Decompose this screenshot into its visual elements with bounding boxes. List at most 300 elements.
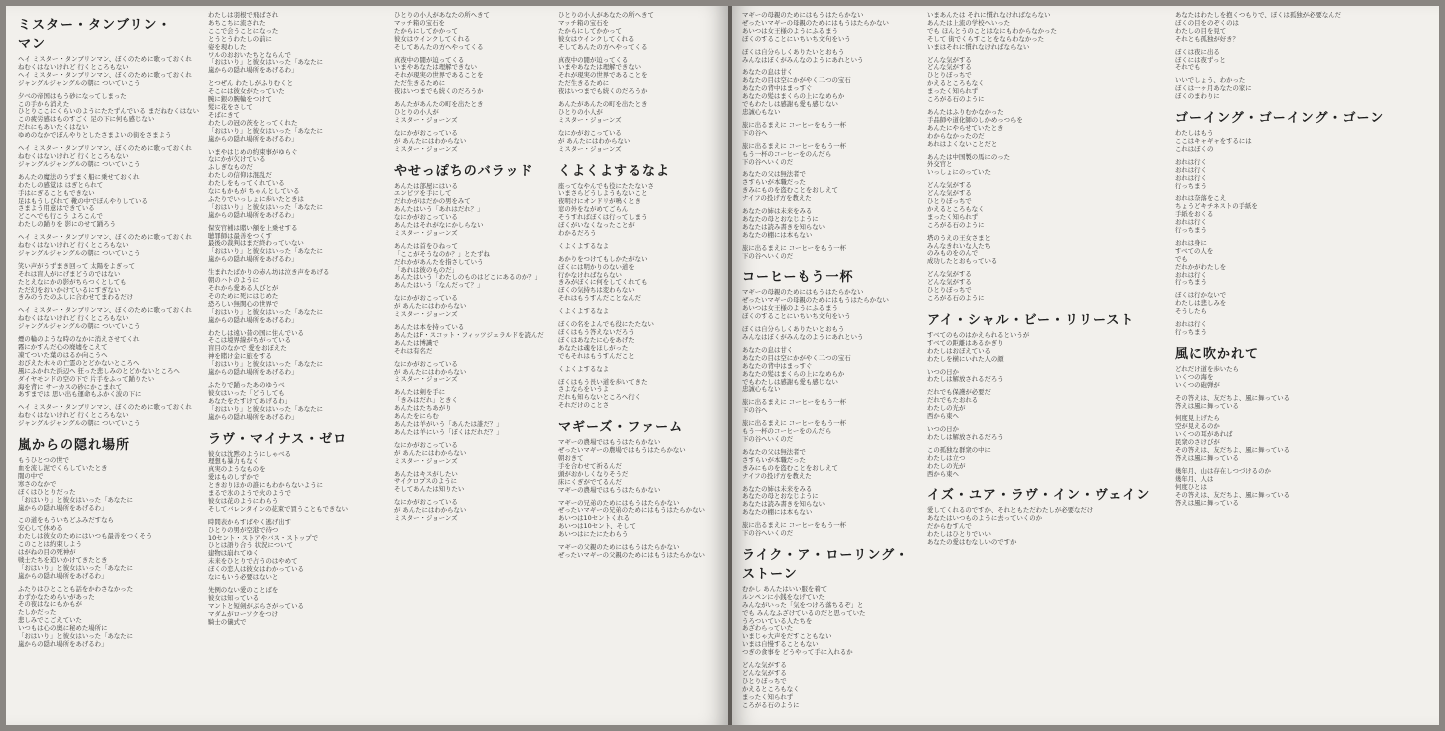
song-title: アイ・シャル・ビー・リリースト [927,312,1135,328]
lyric-line: が あんたにはわからない [394,136,467,145]
lyric-line: ぼくの恋人は彼女はわかっている [208,565,304,574]
lyric-line: 下の谷へいくのだ [742,529,794,538]
lyric-line: 彼女はいった「どうしても [208,388,285,397]
lyric-line: 行っちまう [1175,328,1207,336]
lyric-line: ねむくはないけれど 行くところもない [18,314,129,323]
lyric-line: あかりをつけてもしかたがない [558,254,648,263]
lyric-line: あなたはいつものように去っていくのか [927,514,1043,523]
song-title: イズ・ユア・ラヴ・イン・ヴェイン [927,488,1151,504]
lyric-line: 愛してくれるのですか、それともただわたしが必要なだけ [927,506,1094,515]
lyric-line: あいつはにたにたわらう [558,530,629,539]
lyric-line: 西から東へ [927,469,959,478]
lyric-line: 夜明けにオンドリが鳴くとき [558,197,642,206]
lyric-line: さよならをいうよ [558,385,610,394]
column-7 [1175,12,1425,718]
lyric-line: もうひとつの世で [18,456,69,465]
lyric-line: さすらいが本職だった [742,455,806,464]
lyric-line: いまじゃ大声をだすこともない [742,632,832,641]
lyric-line: 彼女はウインクしてくれる [558,34,635,43]
lyric-line: 嵐からの隠れ場所をあげるわ」 [208,315,298,324]
lyrics-block [558,183,720,411]
column-6 [927,12,1167,718]
lyric-line: 神を賭け金に旅をする [208,352,272,361]
lyric-line: あなたの髪はまくらの上になめらか [742,92,845,101]
lyric-line: 彼女は沈黙のようにしゃべる [208,449,292,458]
lyric-line: いつの日か [927,424,959,433]
lyric-line: 海を背に サーカスの砂にかこまれて [18,382,123,391]
lyric-line: 幾年月、山は存在しつづけるのか [1175,466,1271,475]
lyric-line: ヘイ ミスター・タンブリンマン、ぼくのために歌っておくれ [18,403,192,412]
lyric-line: いまあんたは それに慣れなければならない [927,11,1051,19]
lyric-line: 戦士たちを追いかけてきたとき [18,555,108,564]
lyric-line: そのために死にはじめた [208,291,279,300]
lyric-line: 「おはいり」と彼女はいった「あなたに [208,202,324,211]
lyric-line: なにかがおこっている [558,128,622,137]
lyric-line: それが現実の世界であることを [558,71,648,80]
lyric-line: それとも孤独が好き？ [1175,34,1239,43]
lyric-line: おれは行く [1175,270,1207,279]
lyric-line: あんたはいう「わたしのものはどこにあるのか？」 [394,273,541,282]
lyric-line: おびえた木々の亡霊のとどかないところへ [18,358,140,367]
lyric-line: あなたの髪はまくらの上になめらか [742,369,845,378]
lyric-line: 「きみはだれ」ときく [394,396,458,405]
lyric-line: が あんたにはわからない [558,136,631,145]
lyric-line: でもわたしは感謝も愛も感じない [742,377,838,386]
lyric-line: ぼくの気持ちは変わらない [558,286,635,295]
lyric-line: どんな気がする [742,669,787,677]
lyric-line: 彼女は花のようにわらう [208,496,279,505]
lyric-line: あなたの父は無法者で [742,447,806,456]
lyric-line: その答えは、友だちよ、風に舞っている [1175,446,1291,455]
lyric-line: 行っちまう [1175,278,1207,287]
lyric-line: 民衆のさけびが [1175,438,1220,447]
lyric-line: あんたはそれがなにかしらない [394,221,484,230]
lyric-line: すべての距離はあるかぎり [927,338,1004,347]
lyric-line: ぼくはもう答えないだろう [558,328,635,336]
lyric-line: わたしは遠い昔の国に住んでいる [208,328,304,337]
lyric-line: 未来をひとりで占うのはやめて [208,557,298,566]
lyric-line: ぜったいマギーの母親のためにはもうはたらかない [742,296,889,305]
lyric-line: が あんたにはわからない [394,448,467,457]
lyric-line: 手紙をおくる [1175,210,1214,219]
lyric-booklet-spread [6,6,1439,725]
lyric-line: いっしょにのっていた [927,168,991,177]
lyric-line: わたしはひとりでいい [927,530,991,539]
lyric-line: おれは行く [1175,165,1207,174]
lyric-line: 床にくぎがでてるんだ [558,477,622,486]
lyric-line: ひとりぼっちで [927,286,972,295]
lyric-line: それはもうすんだことなんだ [558,294,642,303]
lyric-line: 下の谷へ [742,406,768,415]
lyric-line: 旅に出るまえに コーヒーをもう一杯 [742,521,847,530]
lyric-line: ちょうどキチネストの手紙を [1175,202,1258,211]
lyric-line: 理想も暴力もなく [208,457,260,466]
lyric-line: おれは行く [1175,218,1207,227]
lyric-line: あなたの息は甘く [742,68,794,77]
lyric-line: ただ幻をおいかけているにすぎない [18,285,121,294]
lyric-line: いまはそれに慣れなければならない [927,42,1030,51]
lyric-line: ひとりの男が空港で待つ [208,525,279,534]
lyric-line: そしてあんたの方へやってくる [394,42,484,51]
lyric-line: あなたをたすけてあげるわ」 [208,396,292,405]
lyric-line: ふたりでいっしょに歩いたときは [208,194,304,203]
lyric-line: むかし あんたはいい服を着て [742,584,828,593]
lyric-line: おれは身に [1175,238,1207,247]
lyric-line: ただ生きるために [394,79,446,88]
song-title: 嵐からの隠れ場所 [18,438,131,454]
column-2 [208,12,366,718]
lyric-line: あなたはわたしを抱くつもりで、ぼくは孤独が必要なんだ [1175,11,1342,19]
lyric-line: 嵐からの隠れ場所をあげるわ」 [18,503,108,512]
lyric-line: あんたはキスがしたい [394,469,458,478]
lyric-line: 成功したとおもっている [927,257,998,266]
lyric-line: ころがる石のように [927,294,985,302]
lyric-line: 凍てついた葉のはるか向こうへ [18,350,108,359]
lyric-line: 「おはいり」と彼女はいった「あなたに [208,247,324,256]
lyric-line: すべての人を [1175,246,1214,255]
song-title: ミスター・タンブリン・マン [18,18,172,52]
song-title: ラヴ・マイナス・ゼロ [208,431,348,447]
lyric-line: だれも知らないところへ行く [558,393,642,402]
song-title: ゴーイング・ゴーイング・ゴーン [1175,111,1385,127]
lyric-line: エンピツを手にして [394,189,452,198]
lyric-line: あんたは部屋にはいる [394,181,458,190]
lyric-line: ただ生きるために [558,79,610,88]
column-4 [558,12,720,718]
lyric-line: わたしの冠の茨をとってくれた [208,118,298,127]
lyric-line: 笑い声がうずまき回って 太陽をよぎって [18,261,136,270]
lyric-line: あなたの棚には本もない [742,230,813,239]
lyric-line: 手を合わせて祈るんだ [558,461,622,470]
lyric-line: ぼくの名をよんでも役にたたない [558,320,654,329]
lyric-line: どんな気がする [927,278,972,287]
lyric-line: いつの日か [927,367,959,376]
lyric-line: 窓の外をながめてごらん [558,205,629,214]
lyric-line: 行っちまう [1175,181,1207,190]
lyric-line: つぎの食事を どうやって手に入れるか [742,648,853,657]
lyric-line: あなたは読み書きを知らない [742,222,826,231]
lyric-line: あなたの愛はむなしいのですか [927,538,1017,547]
column-5 [742,12,910,718]
lyric-line: ひとりの小人が [558,107,603,116]
lyric-line: ひとりの小人があなたの所へきて [394,11,490,19]
lyric-line: 幾年月、人は [1175,474,1214,483]
lyric-line: あなたの母とおなじように [742,492,819,501]
lyric-line: ぼくはひとりだった [18,487,76,496]
lyric-line: まったく知られず [742,692,794,701]
lyric-line: だれかがあんたを指さしていう [394,257,484,266]
lyric-line: マギーの母親のためにはもうはたらかない [742,11,864,19]
lyric-line: ひとりぼっちで [927,71,972,80]
lyric-line: わたしは彼女のためにはいつも最善をつくそう [18,532,153,541]
lyric-line: なにかがおこっている [394,359,458,368]
lyric-line: ヘイ ミスター・タンブリンマン、ぼくのために歌っておくれ [18,144,192,153]
lyric-line: これはぼくの [1175,144,1214,153]
lyric-line: マッチ箱の宝石を [394,18,445,27]
lyric-line: おれは行く [1175,320,1207,329]
lyric-line: くよくよするなよ [558,307,610,316]
lyric-line: たとえなにかの影がちらつくとしても [18,277,127,286]
lyric-line: あんたの魔法のうずまく船に乗せておくれ [18,172,140,181]
lyric-line: そして 街でくらすことをならわなかった [927,34,1045,43]
lyric-line: 真実のようなものを [208,465,266,474]
lyric-line: みんなはぼくがみんなのようにあれという [742,55,864,64]
lyric-line: 「おはいり」と彼女はいった「あなたに [18,632,134,641]
lyric-line: 建物は崩れてゆく [208,549,260,558]
lyric-line: きみにものを盗むことをおしえて [742,186,838,195]
lyric-line: あなたの父は無法者で [742,170,806,179]
lyrics-block [927,507,1167,547]
lyric-line: 悲しみでこごえていた [18,616,82,625]
lyric-line: あんたはふりむかなかった [927,107,1004,116]
lyric-line: ミスター・ジョーンズ [394,375,458,384]
lyric-line: ときおりほかの誰にもわからないように [208,481,324,490]
lyric-line: まったく知られず [927,87,979,96]
lyric-line: でも [1175,254,1188,263]
lyric-line: 嵐からの隠れ場所をあげるわ」 [18,571,108,580]
lyric-line: そしてバレンタインの花束で買うこともできない [208,504,349,513]
lyric-line: あいつは10セント、そして [558,522,636,531]
lyrics-block [394,183,552,523]
lyric-line: マギーの農場ではもうはたらかない [558,438,661,447]
lyric-line: 保安官補は賭い額を上乗せする [208,223,298,232]
lyric-line: どれだけ道を歩いたら [1175,364,1239,373]
lyric-line: あなたの姉は未来をみる [742,207,813,216]
lyric-line: あなたは読み書きを知らない [742,500,826,509]
lyric-line: 嵐からの隠れ場所をあげるわ」 [208,66,298,75]
lyric-line: 嵐からの隠れ場所をあげるわ」 [208,368,298,377]
lyric-line: あなたの背中はまっすぐ [742,361,813,370]
lyric-line: その夜はなにもかもが [18,600,82,609]
lyric-line: わずかなためらいがあった [18,592,95,601]
lyric-line: 盲目のなかで 愛をおぼえた [208,344,287,353]
lyric-line: ねむくはないけれど 行くところもない [18,151,129,160]
lyric-line: 血を流し泥でくらしていたとき [18,463,108,472]
lyric-line: ミスター・ジョーンズ [394,514,458,523]
lyric-line: わたしはもう [1175,129,1214,138]
lyric-line: 「おはいり」と彼女はいった「あなたに [208,126,324,135]
lyric-line: ねむくはないけれど 行くところもない [18,241,129,250]
lyric-line: なにかがおこっている [394,213,458,222]
lyrics-block [1175,12,1425,101]
lyric-line: ぼくは夜に出る [1175,47,1220,56]
lyric-line: きみがぼくに何をしてくれても [558,278,648,287]
lyric-line: が あんたにはわからない [394,367,467,376]
lyric-line: とうとうわたしの前に [208,34,272,43]
lyric-line: ぼくはあなたに心をあげた [558,335,635,344]
lyric-line: ひとりぼっちで [927,197,972,206]
lyric-line: 寒さのなかで [18,479,57,488]
lyric-line: この道をもういちどふみだすなら [18,516,114,525]
lyric-line: わかるだろう [558,228,597,237]
lyric-line: あなたの母とおなじように [742,214,819,223]
lyric-line: ふたりで踊ったあのゆうべ [208,380,285,389]
lyric-line: わたしの光が [927,461,966,470]
lyric-line: ワルのおおいたちとならんで [208,50,291,59]
lyric-line: ぼくは一ヶ月あなたの家に [1175,84,1252,93]
lyric-line: あすまでは 思い出も運命もふかく波の下に [18,390,142,399]
lyric-line: ジャングルジャングルの朝に ついていこう [18,78,141,87]
lyric-line: 彼女はウインクしてくれる [394,34,471,43]
lyric-line: はがねの目の死神が [18,548,76,557]
lyric-line: 空が見えるのか [1175,422,1220,431]
lyric-line: マギーの母親のためにはもうはたらかない [742,288,864,297]
lyric-line: ころがる石のように [742,700,800,709]
lyric-line: 嵐からの隠れ場所をあげるわ」 [208,412,298,421]
lyric-line: マントと短剣がぶらさがっている [208,601,304,610]
lyric-line: かえるところもなく [927,204,985,213]
lyric-line: ぜったいマギーの農場ではもうはたらかない [558,446,686,455]
lyric-line: ぼくは行かないで [1175,291,1227,300]
lyric-line: わたしの踊りを 影にのせて踊ろう [18,220,116,229]
lyric-line: くよくよするなよ [558,364,610,373]
lyric-line: たからにしてかかって [558,26,622,35]
lyric-line: でもわたしは感謝も愛も感じない [742,100,838,109]
lyric-line: ダイヤモンドの空の下で 片手をふって踊りたい [18,374,155,383]
lyric-line: でもそれはもうすんだこと [558,351,635,360]
lyrics-block [927,332,1167,479]
lyric-line: だれかがわたしを [1175,262,1227,271]
lyric-line: なにかがおこっている [394,498,458,507]
lyric-line: おれは行く [1175,157,1207,166]
lyric-line: ぜったいマギーの母親のためにはもうはたらかない [742,18,889,27]
lyric-line: あんたは上流の学校へいった [927,18,1011,27]
lyric-line: ジャングルジャングルの朝に ついていこう [18,419,141,428]
lyric-line: 生まれたばかりの赤ん坊は泣き声をあげる [208,268,330,277]
lyric-line: わたしの目を見て [1175,26,1227,35]
lyric-line: ふしぎなものだ [208,163,253,172]
lyric-line: ねむくはないけれど 行くところもない [18,411,129,420]
lyrics-block [558,439,720,560]
lyric-line: それから愛ある人びとが [208,284,279,292]
lyric-line: ナイフの投げ方を教えた [742,471,812,480]
lyric-line: たからにしてかかって [394,26,458,35]
lyric-line: わたしは解放されるだろう [927,432,1004,441]
lyric-line: 騎士の儀式で [208,617,247,626]
lyric-line: いくつの砲弾が [1175,380,1220,389]
lyric-line: 「おはいり」と彼女はいった「あなたに [208,404,324,413]
lyric-line: 嵐からの隠れ場所をあげるわ」 [208,210,298,219]
lyric-line: 先例のない愛のことばを [208,586,279,594]
lyric-line: どんな気がする [927,181,972,190]
lyrics-block [1175,130,1425,337]
lyric-line: が あんたにはわからない [394,506,467,515]
lyrics-block [742,586,910,710]
lyric-line: ひとりの小人が [394,107,439,116]
lyric-line: 「あれは彼のものだ」 [394,265,458,274]
lyric-line: マッチ箱の宝石を [558,18,609,27]
lyric-line: 西から東へ [927,412,959,421]
song-title: やせっぽちのバラッド [394,163,534,179]
lyric-line: 腕に銀の腕輪をつけて [208,95,272,104]
lyric-line: 忠誠心もない [742,385,781,394]
lyric-line: 旅に出るまえに コーヒーをもう一杯 [742,141,847,150]
lyric-line: 時間表からすばやく逃げ出す [208,517,292,526]
lyric-line: なにもいう必要はないと [208,573,279,582]
lyric-line: 愛はものしずかで [208,473,260,482]
song-title: コーヒーもう一杯 [742,270,854,286]
lyric-line: この孤独な群衆の中に [927,445,991,454]
lyric-line: まったく知られず [927,212,979,221]
lyrics-block [18,457,176,649]
lyric-line: 髪に花をさして [208,102,253,111]
lyric-line: 忠誠心もない [742,107,781,116]
lyric-line: わからなかったのだ [927,131,985,140]
lyric-line: うろついている人たちを [742,616,813,625]
lyric-line: 下の谷へいくのだ [742,157,794,166]
lyric-line: 霧にかすんだ心の廃墟をこえて [18,343,108,351]
lyric-line: 下の谷へいくのだ [742,434,794,443]
lyric-line: だれでもたおれる [927,396,979,405]
lyric-line: ヘイ ミスター・タンブリンマン、ぼくのために歌っておくれ [18,70,192,79]
lyric-line: 手品師や道化師のしかめっつらを [927,115,1023,124]
lyric-line: ふたりはひとことも話をかわさなかった [18,584,134,593]
lyric-line: ひとは語り合う 状況について [208,541,293,550]
lyric-line: 旅に出るまえに コーヒーをもう一杯 [742,243,847,252]
lyric-line: 「おはいり」と彼女はいった「あなたに [208,360,324,369]
lyric-line: あいつは10セントくれる [558,514,631,523]
lyric-line: 風にふかれた浜辺へ 狂った悲しみのとどかないところへ [18,366,180,375]
lyric-line: 聴罪師は最善をつくす [208,231,272,240]
lyric-line: あなたの背中はまっすぐ [742,84,813,93]
lyric-line: 夜はいつまでも続くのだろうか [394,87,484,96]
lyrics-block [208,451,366,627]
lyric-line: あいつは女王様のようにふるまう [742,26,838,35]
lyric-line: 朝のハトのように [208,276,259,285]
lyric-line: みんなきれいな人たち [927,241,991,250]
lyric-line: でも ほんとうのことはなにもわからなかった [927,26,1057,35]
lyric-line: ミスター・ジョーンズ [558,115,622,124]
lyric-line: 10セント・ストアやバス・ストップで [208,533,319,542]
lyric-line: その答えは、友だちよ、風に舞っている [1175,490,1291,499]
lyric-line: 嵐からの隠れ場所をあげるわ」 [208,134,298,143]
lyric-line: そうしたら [1175,307,1207,316]
lyric-line: ミスター・ジョーンズ [558,144,622,153]
lyrics-block [742,289,910,537]
lyric-line: ひとりぼっちで [742,676,787,685]
lyric-line: わたしの信仰は混乱だ [208,171,272,180]
lyric-line: 真夜中の闇が迫ってくる [394,55,465,64]
lyric-line: ぼくには明かりのない道を [558,262,635,271]
lyric-line: ひとりの小人があなたの所へきて [558,11,654,19]
lyric-line: ぼくがいなくなったことが [558,221,635,230]
lyric-line: ぜったいマギーの父親のためにはもうはたらかない [558,550,705,559]
lyric-line: ここはキャギャをするには [1175,136,1252,145]
lyric-line: あんたはF・スコット・フィッツジェラルドを読んだ [394,330,544,339]
lyric-line: 下の谷へいくのだ [742,251,794,260]
lyric-line: おれは行く [1175,173,1207,182]
lyric-line: 答えは風に舞っている [1175,498,1239,507]
lyric-line: あんたは本を持っている [394,323,465,331]
lyric-line: ミスター・ジョーンズ [394,228,458,237]
lyrics-block [558,12,720,154]
lyric-line: このことは約束しよう [18,540,82,549]
lyric-line: あざわらっていた [742,624,794,633]
lyric-line: なにかが欠けている [208,155,266,164]
lyric-line: ぼくの目をのぞくのは [1175,18,1239,27]
lyric-line: 安心して休める [18,524,63,533]
lyric-line: サイクロプスのように [394,477,458,486]
lyric-line: ジャングルジャングルの朝に ついていこう [18,322,141,331]
lyric-line: おれは奈落をこえ [1175,194,1227,203]
lyric-line: そしてあんたの方へやってくる [558,42,648,51]
lyric-line: ジャングルジャングルの朝に ついていこう [18,248,141,257]
lyric-line: 「おはいり」と彼女はいった「あなたに [208,307,324,316]
lyric-line: 座ってなやんでも役にたたないさ [558,181,654,190]
lyric-line: そしてあんたは知りたい [394,485,465,494]
lyrics-block [18,55,199,428]
lyric-line: 外交官と [927,160,953,169]
